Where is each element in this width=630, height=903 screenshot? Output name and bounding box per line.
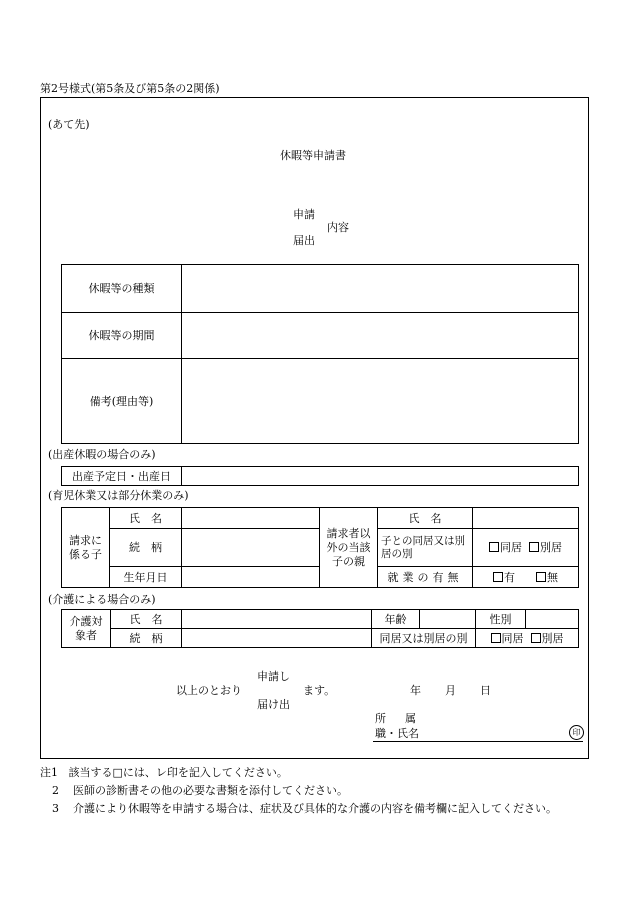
caregiving-heading: (介護による場合のみ): [48, 593, 156, 606]
gender-field[interactable]: [526, 610, 579, 629]
closing-notify: 届け出: [257, 698, 290, 711]
age-label: 年齢: [372, 610, 420, 629]
subtitle-apply: 申請: [293, 208, 315, 221]
care-target-header: 介護対象者: [62, 610, 111, 648]
closing-suffix: ます。: [303, 684, 336, 697]
leave-details-table: [61, 264, 579, 444]
separate-checkbox[interactable]: [529, 542, 539, 552]
care-name-field[interactable]: [182, 610, 372, 629]
note-3: 3 介護により休暇等を申請する場合は、症状及び具体的な介護の内容を備考欄に記入してください。: [52, 802, 557, 815]
not-employed-checkbox[interactable]: [536, 572, 546, 582]
form-title: 休暇等申請書: [280, 149, 346, 162]
subtitle-notify: 届出: [293, 234, 315, 247]
date-month: 月: [445, 684, 456, 697]
other-parent-header: 請求者以外の当該子の親: [320, 508, 378, 588]
seal-mark: 印: [569, 725, 584, 740]
addressee: (あて先): [48, 118, 90, 131]
leave-period-field[interactable]: [182, 313, 579, 359]
note-1: 注1 該当する□には、レ印を記入してください。: [40, 766, 288, 779]
employed-checkbox[interactable]: [493, 572, 503, 582]
note-2: 2 医師の診断書その他の必要な書類を添付してください。: [52, 784, 348, 797]
table-row: [62, 313, 579, 359]
child-name-label: 氏 名: [110, 508, 182, 529]
cohabit-options: 同居 別居: [473, 529, 579, 567]
age-field[interactable]: [420, 610, 476, 629]
subtitle-content: 内容: [327, 221, 349, 234]
leave-type-field[interactable]: [182, 265, 579, 313]
remarks-label: 備考(理由等): [62, 359, 182, 444]
care-cohabit-label: 同居又は別居の別: [372, 629, 476, 648]
caregiving-table: [61, 609, 579, 648]
birth-date-label: 生年月日: [110, 567, 182, 588]
employment-label: 就業の有無: [378, 567, 473, 588]
table-row: [62, 359, 579, 444]
signature-line: [373, 741, 583, 742]
child-relation-field[interactable]: [182, 529, 320, 567]
remarks-field[interactable]: [182, 359, 579, 444]
child-relation-label: 続 柄: [110, 529, 182, 567]
form-number: 第2号様式(第5条及び第5条の2関係): [40, 82, 220, 95]
date-year: 年: [410, 684, 421, 697]
cohabit-label: 子との同居又は別居の別: [378, 529, 473, 567]
birth-date-field[interactable]: [182, 567, 320, 588]
due-date-label: 出産予定日・出産日: [62, 467, 182, 486]
leave-type-label: 休暇等の種類: [62, 265, 182, 313]
employment-options: 有 無: [473, 567, 579, 588]
due-date-field[interactable]: [182, 467, 579, 486]
table-row: [62, 265, 579, 313]
leave-period-label: 休暇等の期間: [62, 313, 182, 359]
department-label: 所 属: [375, 712, 420, 725]
care-relation-label: 続 柄: [111, 629, 182, 648]
child-name-field[interactable]: [182, 508, 320, 529]
cohabit-checkbox[interactable]: [489, 542, 499, 552]
date-day: 日: [480, 684, 491, 697]
care-relation-field[interactable]: [182, 629, 372, 648]
maternity-heading: (出産休暇の場合のみ): [48, 448, 156, 461]
gender-label: 性別: [476, 610, 526, 629]
closing-prefix: 以上のとおり: [176, 684, 242, 697]
other-parent-name-label: 氏 名: [378, 508, 473, 529]
closing-apply: 申請し: [257, 670, 290, 683]
maternity-table: [61, 466, 579, 486]
care-name-label: 氏 名: [111, 610, 182, 629]
care-cohabit-options: 同居 別居: [476, 629, 579, 648]
position-name-label: 職・氏名: [375, 727, 419, 740]
other-parent-name-field[interactable]: [473, 508, 579, 529]
care-separate-checkbox[interactable]: [531, 633, 541, 643]
care-cohabit-checkbox[interactable]: [491, 633, 501, 643]
childcare-table: [61, 507, 579, 588]
childcare-heading: (育児休業又は部分休業のみ): [48, 489, 189, 502]
child-header: 請求に係る子: [62, 508, 110, 588]
